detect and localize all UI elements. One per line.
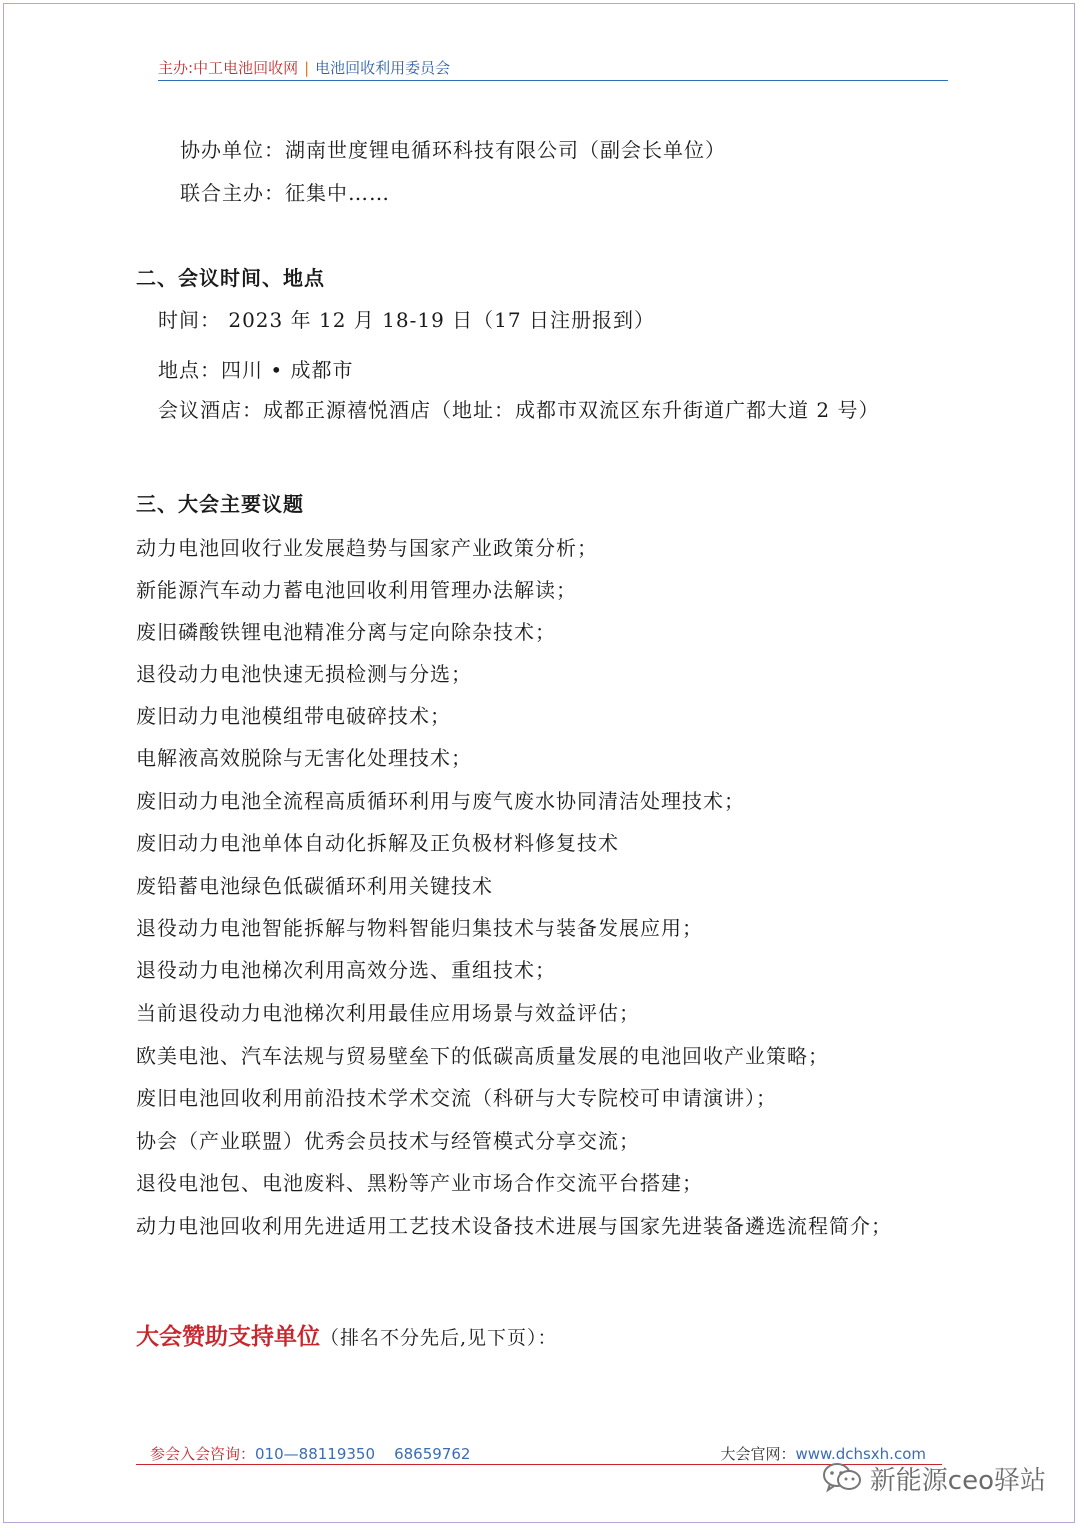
watermark (822, 1460, 1046, 1496)
meeting-hotel: 会议酒店：成都正源禧悦酒店（地址：成都市双流区东升街道广都大道 2 号） (158, 398, 880, 422)
topic-item: 退役动力电池智能拆解与物料智能归集技术与装备发展应用； (136, 916, 703, 940)
footer-consult (150, 1442, 470, 1466)
topic-item: 废旧磷酸铁锂电池精准分离与定向除杂技术； (136, 620, 556, 644)
topic-item: 当前退役动力电池梯次利用最佳应用场景与效益评估； (136, 1001, 640, 1025)
sponsor-title: 大会赞助支持单位 (136, 1324, 320, 1350)
co-organizer: 协办单位：湖南世度锂电循环科技有限公司（副会长单位） (180, 138, 726, 162)
consult-label: 参会入会咨询： (150, 1445, 256, 1463)
topic-item: 退役动力电池梯次利用高效分选、重组技术； (136, 958, 556, 982)
header-separator: | (304, 59, 310, 77)
topic-item: 废旧电池回收利用前沿技术学术交流（科研与大专院校可申请演讲）； (136, 1086, 777, 1110)
topic-item: 废铅蓄电池绿色低碳循环利用关键技术 (136, 874, 493, 898)
organizer-2: 电池回收利用委员会 (315, 59, 451, 77)
joint-organizer: 联合主办：征集中…… (180, 181, 390, 205)
section-3-heading: 三、大会主要议题 (136, 492, 304, 516)
watermark-text: 新能源ceo驿站 (869, 1465, 1046, 1496)
meeting-place: 地点：四川 • 成都市 (158, 358, 354, 382)
sponsor-note: （排名不分先后,见下页）： (320, 1327, 558, 1349)
wechat-icon (822, 1461, 862, 1495)
page-header (158, 58, 948, 81)
consult-phones: 010—88119350 68659762 (255, 1445, 471, 1463)
topic-item: 退役电池包、电池废料、黑粉等产业市场合作交流平台搭建； (136, 1171, 703, 1195)
topic-item: 动力电池回收利用先进适用工艺技术设备技术进展与国家先进装备遴选流程简介； (136, 1214, 892, 1238)
topic-item: 欧美电池、汽车法规与贸易壁垒下的低碳高质量发展的电池回收产业策略； (136, 1044, 829, 1068)
topic-item: 退役动力电池快速无损检测与分选； (136, 662, 472, 686)
site-url[interactable]: www.dchsxh.com (795, 1445, 926, 1463)
sponsor-line (136, 1318, 558, 1351)
organizer-label: 主办: (158, 59, 194, 77)
topic-item: 动力电池回收行业发展趋势与国家产业政策分析； (136, 536, 598, 560)
topic-item: 废旧动力电池模组带电破碎技术； (136, 704, 451, 728)
section-2-heading: 二、会议时间、地点 (136, 266, 325, 290)
topic-item: 新能源汽车动力蓄电池回收利用管理办法解读； (136, 578, 577, 602)
meeting-time: 时间： 2023 年 12 月 18-19 日（17 日注册报到） (158, 308, 655, 332)
topic-item: 废旧动力电池全流程高质循环利用与废气废水协同清洁处理技术； (136, 789, 745, 813)
site-label: 大会官网： (720, 1445, 796, 1463)
topic-item: 电解液高效脱除与无害化处理技术； (136, 746, 472, 770)
topic-item: 协会（产业联盟）优秀会员技术与经管模式分享交流； (136, 1129, 640, 1153)
topic-item: 废旧动力电池单体自动化拆解及正负极材料修复技术 (136, 831, 619, 855)
organizer-1: 中工电池回收网 (193, 59, 299, 77)
